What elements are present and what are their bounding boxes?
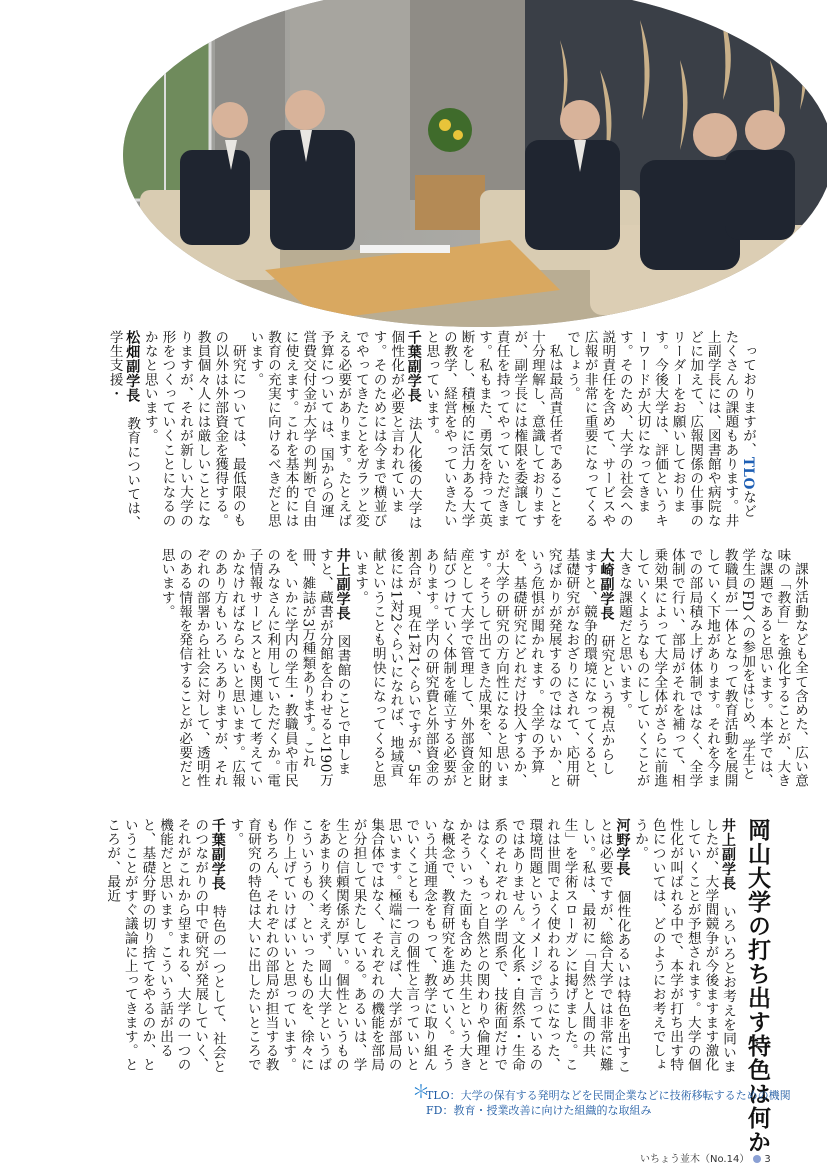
paragraph-text: などたくさんの課題もあります。井上副学長には、図書館や病院などに加えて、広報関係の仕事のリーダーをお願いしております。今後大学は、評価というキーワードが大切になってきます。そのため、大学の社会への説明責任を含めて、サービスや広報が非常に重要になってくるでしょう。 [564, 330, 756, 528]
meeting-photo [0, 0, 827, 330]
paragraph [422, 330, 563, 530]
asterisk-icon: ＊ [412, 1082, 430, 1103]
publication-name: いちょう並木（No.14） [640, 1154, 750, 1165]
bullet-icon [753, 1155, 761, 1163]
paragraph-text: 教育については、学生支援・ [106, 330, 141, 530]
paragraph [246, 330, 422, 530]
section-headline: 岡山大学の打ち出す特色は何か [744, 818, 770, 1154]
paragraph [157, 548, 351, 788]
paragraph [226, 818, 631, 1074]
paragraph-text: 個性化あるいは特色を出すことは必要ですが、総合大学では非常に難しい。私は、最初に「自然と人間の共生」を学術スローガンに掲げました。これは世間でよく使われるようになった、環境問題というイメージで言っているのではありません。文化系・自然系・生命系のそれぞれの学問系で、技術面だけではなく、もっと自然との関わりや倫理とかそういった面も含めた共生という大きな概念で、教育研究を進めていく。そういう共通理念をもって、教学に取り組んでいくことも一つの個性と言っていいと思います。極端に言えば、大学が部局の集合体ではなく、それぞれの機能を部局が分担して果たしている。あるいは、学生との信頼関係が厚い。個性というものをあまり狭く考えず、岡山大学というばこういうもの、といったものを、徐々に作り上げていけばいいと思っています。もちろん、それぞれの部局が担当する教育研究の特色は大いに出したいところです。 [227, 818, 631, 1074]
paragraph [614, 548, 808, 788]
paragraph [562, 330, 756, 530]
paragraph [140, 330, 246, 530]
paragraph-text: っておりますが、 [740, 343, 756, 457]
paragraph-text: 研究については、最低限のもの以外は外部資金を獲得する。教員個々人には厳しいことになりますが、それが新しい大学の形をつくっていくことになるのかなと思います。 [141, 330, 246, 528]
paragraph [105, 330, 140, 530]
paragraph-text: 図書館のことで申しますと、蔵書が分館を合わせると190万冊、雑誌が3万種類あります。これを、いかに学内の学生・教職員や市民のみなさんに利用していただくか。電子情報サービスとも関連して考えていかなければならないと思います。広報のあり方もいろいろありますが、それぞれの部署から社会に対して、透明性のある情報を発信することが必要だと思います。 [158, 548, 351, 788]
speaker-name: 松畑副学長 [124, 330, 141, 403]
paragraph-text: 法人化後の大学は個性化が必要と言われています。そのためには今まで横並びでやってきたことをガラッと変える必要があります。たとえば予算について は、国からの運営費交付金が大学の判断で自由に使えます。これを基本的には教育の充実に向けるべきだと思います。 [247, 330, 422, 530]
paragraph-text: 私は最高責任者であることを十分理解し、意識しておりますが、副学長には権限を委譲して責任を持ってやっていただきます。私もまた、勇気を持って英断をし、積極的に活力ある大学の教学、経営をやっていきたいと思っています。 [423, 330, 563, 528]
article-column-top [66, 330, 756, 530]
footnotes [412, 1082, 812, 1118]
speaker-name: 井上副学長 [720, 818, 736, 891]
footnote-tlo: TLO：大学の保有する発明などを民間企業などに技術移転するための機関 [426, 1089, 791, 1102]
paragraph [351, 548, 615, 788]
paragraph [630, 818, 736, 1074]
speaker-name: 千葉副学長 [209, 818, 226, 891]
paragraph [103, 818, 226, 1074]
page-footer [640, 1150, 771, 1165]
tlo-term: TLO [740, 456, 756, 490]
article-column-bottom [66, 818, 736, 1074]
speaker-name: 千葉副学長 [405, 330, 422, 403]
article-column-middle [88, 548, 808, 788]
page-number: 3 [764, 1154, 771, 1165]
footnote-fd: FD：教育・授業改善に向けた組織的な取組み [426, 1104, 652, 1117]
speaker-name: 大崎副学長 [598, 548, 615, 621]
speaker-name: 河野学長 [614, 818, 631, 876]
paragraph-text: 課外活動なども全て含めた、広い意味の「教育」を強化することが、大きな課題であると思います。本学では、学生のFDへの参加をはじめ、学生と教職員が一体となって教育活動を展開していく下地があります。それを今までの部局積み上げ体制ではなく、全学体制で行い、部局がそれを補って、相乗効果によって大学全体がさらに前進していくようなものにしていくことが大きな課題だと思います。 [616, 548, 808, 788]
paragraph-text: 研究という視点からしますと、競争的環境になってくると、基礎研究がなおざりにされて、応用研究ばかりが発展するのではないか、という危惧が聞かれます。全学の予算を、基礎研究にどれだけ投入するか、が大学の研究の方向性になると思います。そうして出てきた成果を、知的財産として大学で管理して、外部資金と結びつけていく体制を確立する必要があります。学内の研究費と外部資金の割合が、現在1対1ぐらいですが、5年後には1対2ぐらいになれば、地域貢献ということも明快になってくると思います。 [352, 548, 615, 788]
paragraph-text: 特色の一つとして、社会とのつながりの中で研究が発展していく、それがこれから望まれる、大学の一つの機能だと思います。こういう話が出ると、基礎分野の切り捨てをやるのか、ということがすぐ議論に上ってきます。ところが、最近 [104, 818, 226, 1074]
speaker-name: 井上副学長 [334, 548, 351, 621]
paragraph-text: いろいろとお考えを同いましたが、大学間競争が今後ますます激化していくことが予想されます。大学の個性化が叫ばれる中で、本学が打ち出す特色については、どのようにお考えでしょうか。 [632, 818, 736, 1074]
